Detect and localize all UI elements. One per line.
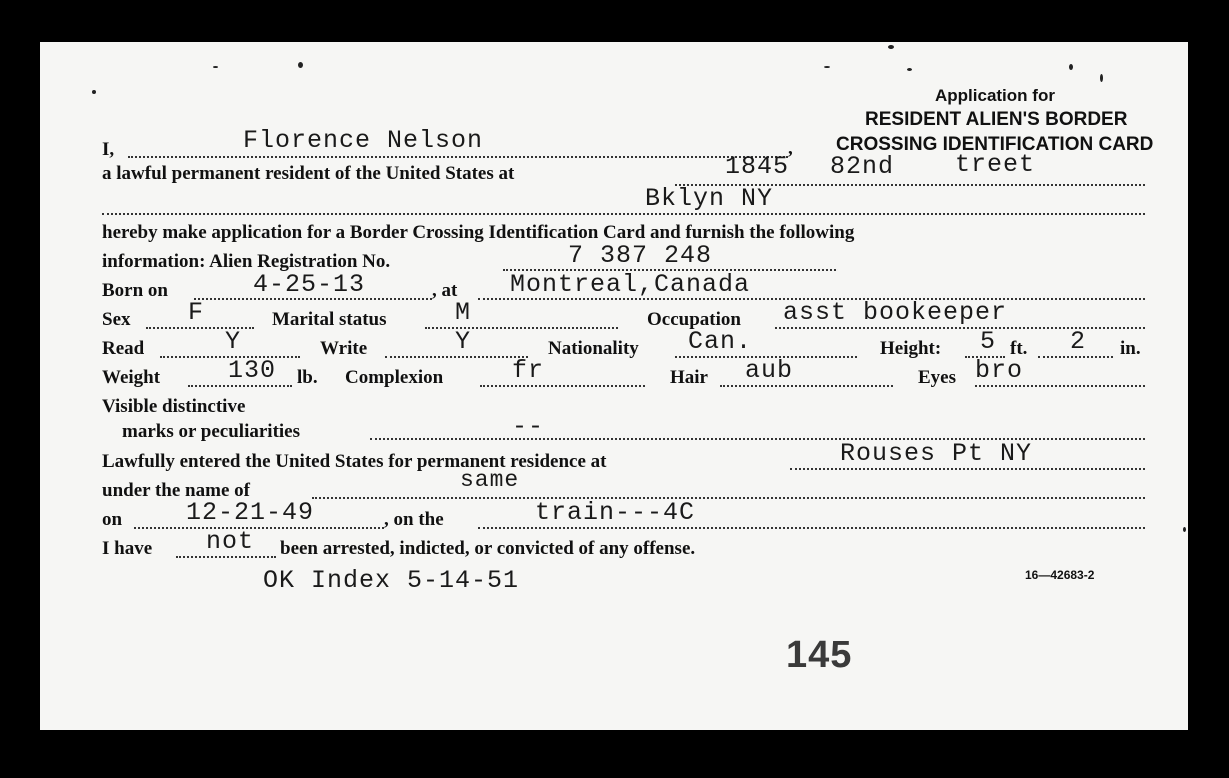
ok-index-note: OK Index 5-14-51 [263,566,520,595]
label-height: Height: [880,338,942,359]
value-hair: aub [745,356,794,385]
header-line2: RESIDENT ALIEN'S BORDER [865,109,1128,130]
label-visible-1: Visible distinctive [102,396,246,417]
value-occupation: asst bookeeper [783,298,1008,327]
value-read: Y [225,327,242,356]
scan-speck [92,90,96,94]
value-weight: 130 [228,356,277,385]
scan-speck [1069,64,1073,70]
label-ft: ft. [1010,338,1028,359]
scan-speck [824,66,830,68]
border-crossing-card: Application for RESIDENT ALIEN'S BORDER CROSSING IDENTIFICATION CARD I, Florence Nelson , a lawful permanent resident of the United States at 1845 82nd treet Bklyn NY hereby make application for a Border Crossing Identification Card and furnish the following information: Alien Registration No. 7 387 248 Born on 4-25-13 , at Montreal,Canada Sex F Marital status M Occupation asst bookeeper Read Y Write Y Nationality Can. Height: 5 ft. 2 in. Weight 130 lb. Complexion fr Hair aub Eyes bro Visible distinctive marks or peculiarities -- Lawfully entered the United States for permanent residence at Rouses Pt NY under the name of same on 12-21-49 , on the train---4C I have not been arrested, indicted, or convicted of any offense. OK Index 5-14-51 16—42683-2 145 [40,42,1188,730]
label-info: information: Alien Registration No. [102,251,391,272]
label-read: Read [102,338,145,359]
label-weight: Weight [102,367,161,388]
value-write: Y [455,327,472,356]
value-not: not [206,527,255,556]
value-street: 82nd [830,152,895,181]
label-in: in. [1120,338,1141,359]
label-born-on: Born on [102,280,168,301]
value-eyes: bro [975,356,1024,385]
scan-speck [213,66,218,68]
header-line1: Application for [935,86,1055,105]
label-complexion: Complexion [345,367,444,388]
label-eyes: Eyes [918,367,956,388]
label-arrested: been arrested, indicted, or convicted of any offense. [280,538,696,559]
label-at: , at [432,280,458,301]
label-on: on [102,509,123,530]
label-hereby: hereby make application for a Border Crossing Identification Card and furnish the following [102,222,855,243]
value-nationality: Can. [688,327,753,356]
label-lb: lb. [297,367,318,388]
value-name: Florence Nelson [243,126,484,155]
value-born-place: Montreal,Canada [510,270,751,299]
value-alien-no: 7 387 248 [568,241,713,270]
label-under: under the name of [102,480,250,501]
value-street-word: treet [955,150,1036,179]
label-occupation: Occupation [647,309,741,330]
value-city: Bklyn NY [645,184,774,213]
value-born-date: 4-25-13 [253,270,366,299]
scan-speck [298,62,303,68]
label-visible-2: marks or peculiarities [122,421,301,442]
value-name-used: same [460,467,520,493]
value-sex: F [188,298,205,327]
value-conveyance: train---4C [535,498,696,527]
scan-speck [1100,74,1103,82]
header-line3: CROSSING IDENTIFICATION CARD [836,134,1154,155]
label-lawful: a lawful permanent resident of the United States at [102,163,515,184]
label-marital: Marital status [272,309,387,330]
scan-speck [888,45,894,49]
value-street-no: 1845 [725,152,790,181]
label-sex: Sex [102,309,131,330]
label-hair: Hair [670,367,708,388]
label-have: I have [102,538,153,559]
value-port: Rouses Pt NY [840,439,1033,468]
label-nationality: Nationality [548,338,639,359]
label-write: Write [320,338,368,359]
form-number: 16—42683-2 [1025,568,1095,582]
value-complexion: fr [512,356,545,385]
value-marital: M [455,298,472,327]
label-i: I, [102,139,115,160]
stamp-number: 145 [786,634,853,676]
value-marks: -- [512,412,545,441]
scan-speck [907,68,912,71]
scan-speck [1183,527,1186,532]
value-entry-date: 12-21-49 [186,498,315,527]
value-height-ft: 5 [980,327,997,356]
value-height-in: 2 [1070,327,1087,356]
label-on-the: , on the [384,509,444,530]
label-entered: Lawfully entered the United States for permanent residence at [102,451,607,472]
